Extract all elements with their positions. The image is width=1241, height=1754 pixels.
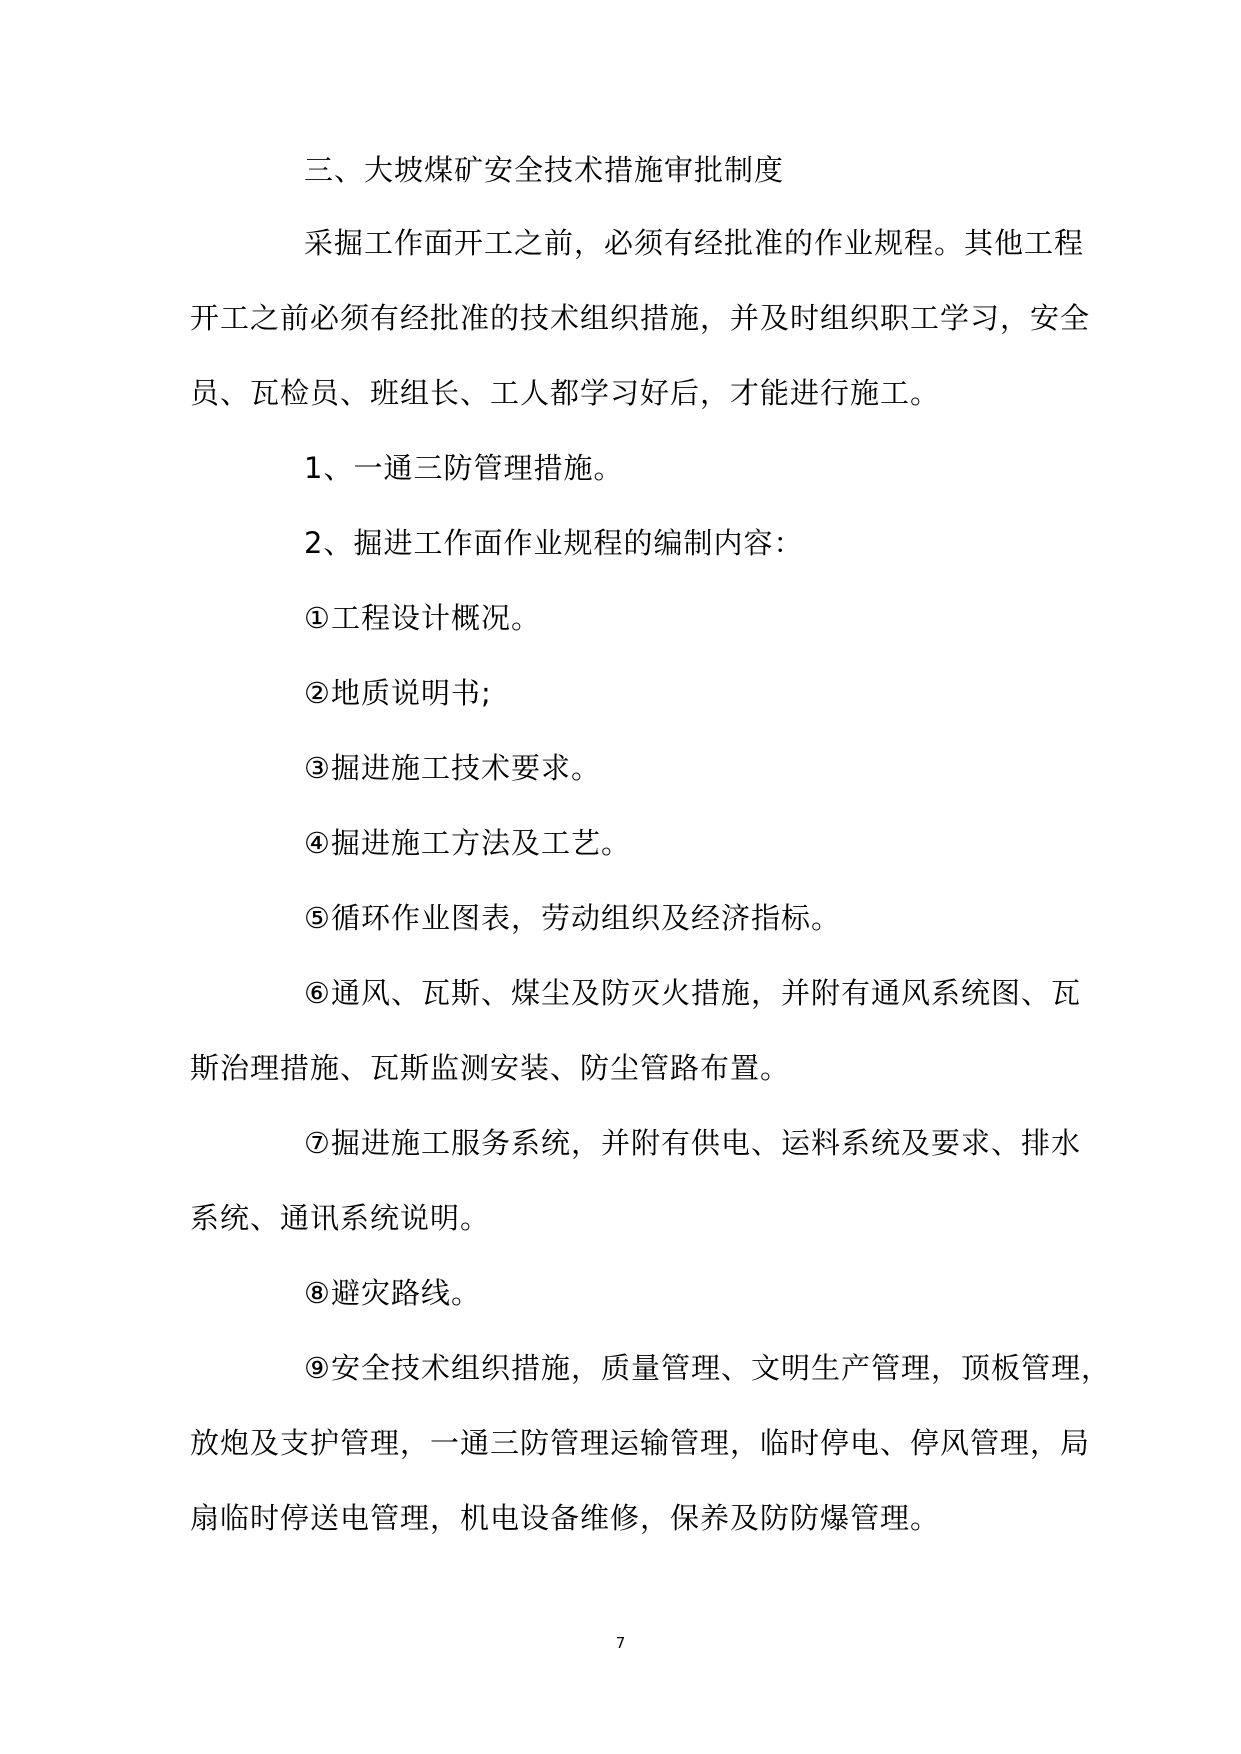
list-item: ③掘进施工技术要求。 — [304, 751, 601, 785]
list-item: ①工程设计概况。 — [304, 601, 541, 635]
page-number: 7 — [615, 1634, 626, 1652]
list-item: ⑨安全技术组织措施，质量管理、文明生产管理，顶板管理， — [304, 1351, 1111, 1385]
paragraph-line: 采掘工作面开工之前，必须有经批准的作业规程。其他工程 — [304, 226, 1085, 260]
list-item: ⑥通风、瓦斯、煤尘及防灭火措施，并附有通风系统图、瓦 — [304, 976, 1081, 1010]
paragraph-line: 扇临时停送电管理，机电设备维修，保养及防防爆管理。 — [190, 1501, 941, 1535]
list-item: 1、一通三防管理措施。 — [304, 451, 624, 485]
paragraph-line: 斯治理措施、瓦斯监测安装、防尘管路布置。 — [190, 1051, 791, 1085]
list-item: ⑦掘进施工服务系统，并附有供电、运料系统及要求、排水 — [304, 1126, 1081, 1160]
list-item: ⑤循环作业图表，劳动组织及经济指标。 — [304, 901, 841, 935]
list-item: ④掘进施工方法及工艺。 — [304, 826, 631, 860]
paragraph-line: 员、瓦检员、班组长、工人都学习好后，才能进行施工。 — [190, 376, 941, 410]
list-item: ②地质说明书; — [304, 676, 492, 710]
list-item: ⑧避灾路线。 — [304, 1276, 481, 1310]
paragraph-line: 开工之前必须有经批准的技术组织措施，并及时组织职工学习，安全 — [190, 301, 1091, 335]
paragraph-line: 放炮及支护管理，一通三防管理运输管理，临时停电、停风管理，局 — [190, 1426, 1091, 1460]
paragraph-line: 系统、通讯系统说明。 — [190, 1201, 491, 1235]
list-item: 2、掘进工作面作业规程的编制内容： — [304, 526, 804, 560]
section-heading: 三、大坡煤矿安全技术措施审批制度 — [304, 153, 785, 187]
